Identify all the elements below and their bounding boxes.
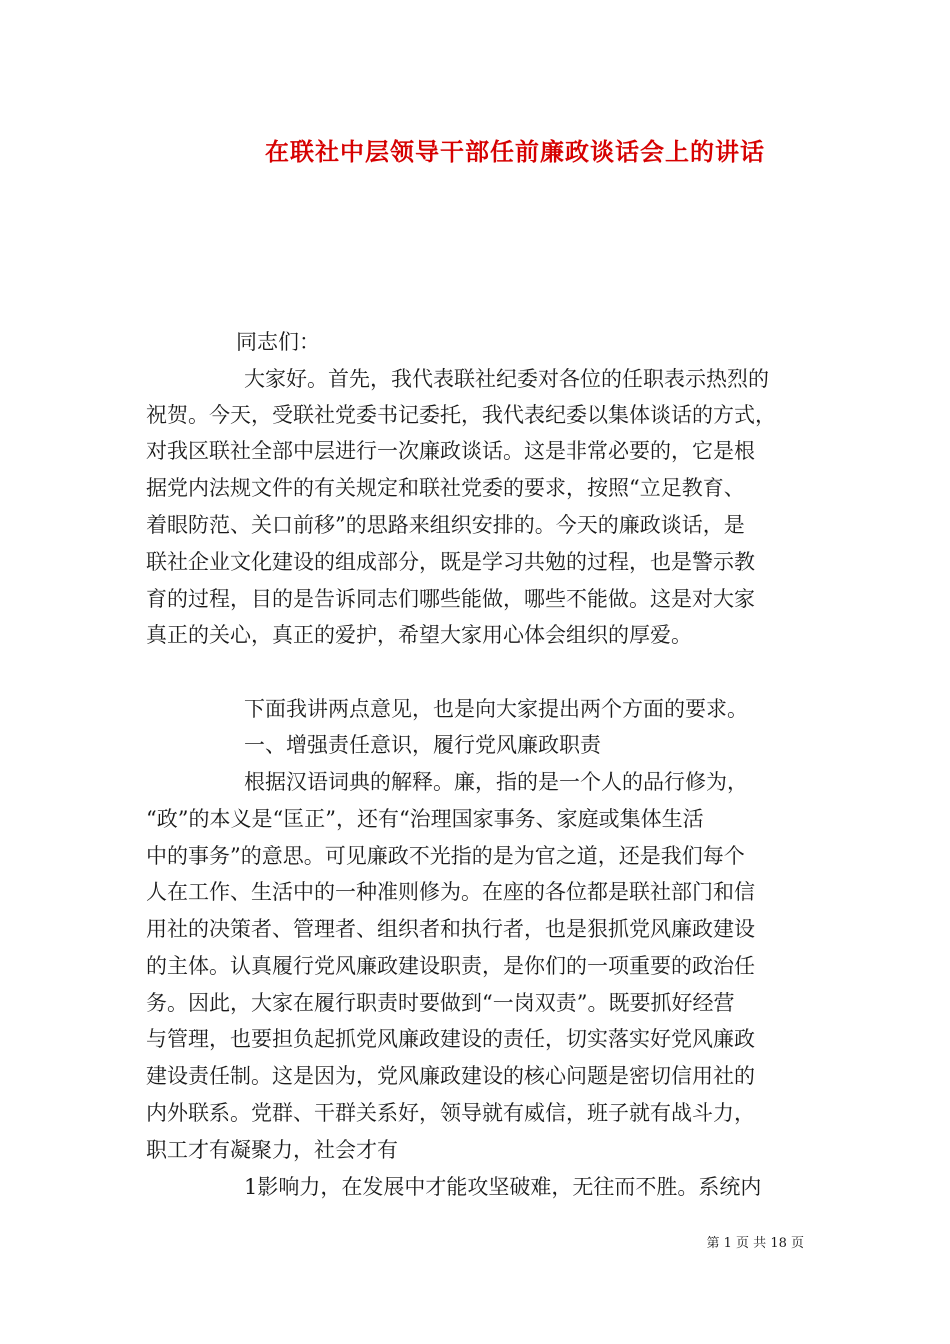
- body-line: 1影响力，在发展中才能攻坚破难，无往而不胜。系统内: [244, 1175, 762, 1199]
- body-line: 据党内法规文件的有关规定和联社党委的要求，按照“立足教育、: [146, 476, 745, 500]
- body-line: 大家好。首先，我代表联社纪委对各位的任职表示热烈的: [244, 367, 769, 391]
- body-line: 中的事务”的意思。可见廉政不光指的是为官之道，还是我们每个: [146, 844, 745, 868]
- body-line: 人在工作、生活中的一种准则修为。在座的各位都是联社部门和信: [146, 880, 755, 904]
- salutation: 同志们：: [236, 330, 320, 354]
- body-line: 着眼防范、关口前移”的思路来组织安排的。今天的廉政谈话，是: [146, 513, 745, 537]
- body-line: 用社的决策者、管理者、组织者和执行者，也是狠抓党风廉政建设: [146, 917, 755, 941]
- section-heading: 一、增强责任意识，履行党风廉政职责: [244, 733, 601, 757]
- body-line: 真正的关心，真正的爱护，希望大家用心体会组织的厚爱。: [146, 623, 692, 647]
- body-line: 下面我讲两点意见，也是向大家提出两个方面的要求。: [244, 697, 748, 721]
- body-line: “政”的本义是“匡正”，还有“治理国家事务、家庭或集体生活: [146, 807, 704, 831]
- document-title: 在联社中层领导干部任前廉政谈话会上的讲话: [265, 137, 765, 166]
- body-line: 职工才有凝聚力，社会才有: [146, 1138, 398, 1162]
- body-line: 建设责任制。这是因为，党风廉政建设的核心问题是密切信用社的: [146, 1064, 755, 1088]
- body-line: 育的过程，目的是告诉同志们哪些能做，哪些不能做。这是对大家: [146, 587, 755, 611]
- body-line: 务。因此，大家在履行职责时要做到“一岗双责”。既要抓好经营: [146, 991, 735, 1015]
- page-number: 第 1 页 共 18 页: [706, 1236, 804, 1251]
- body-line: 内外联系。党群、干群关系好，领导就有威信，班子就有战斗力，: [146, 1101, 755, 1125]
- body-line: 祝贺。今天，受联社党委书记委托，我代表纪委以集体谈话的方式，: [146, 403, 776, 427]
- body-line: 对我区联社全部中层进行一次廉政谈话。这是非常必要的，它是根: [146, 439, 755, 463]
- body-line: 与管理，也要担负起抓党风廉政建设的责任，切实落实好党风廉政: [146, 1027, 755, 1051]
- body-line: 根据汉语词典的解释。廉，指的是一个人的品行修为，: [244, 770, 748, 794]
- body-line: 联社企业文化建设的组成部分，既是学习共勉的过程，也是警示教: [146, 550, 755, 574]
- body-line: 的主体。认真履行党风廉政建设职责，是你们的一项重要的政治任: [146, 954, 755, 978]
